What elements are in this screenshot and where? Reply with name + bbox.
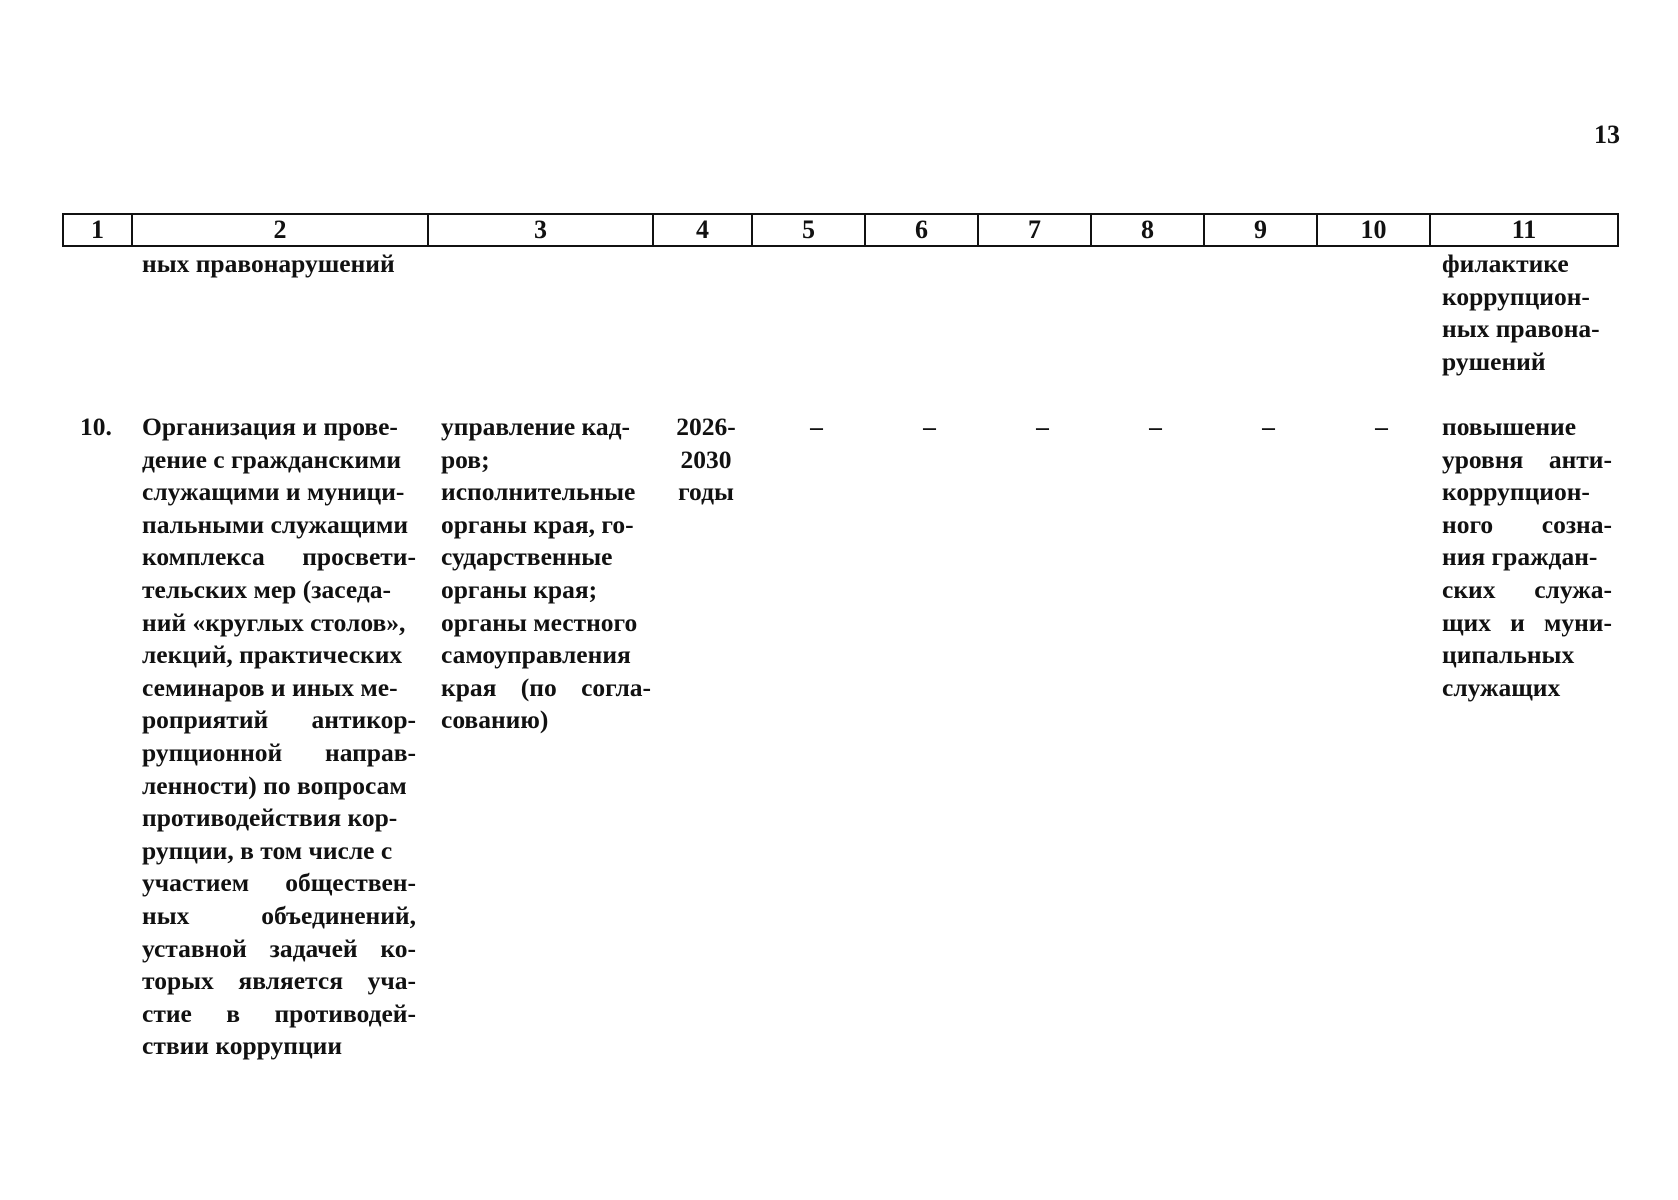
responsible-line: исполнительные bbox=[441, 477, 636, 507]
row-col6-dash: – bbox=[923, 412, 936, 441]
row-description bbox=[142, 411, 416, 1063]
column-header-9: 9 bbox=[1204, 214, 1317, 246]
result-line: щих и муни- bbox=[1442, 607, 1612, 637]
column-header-6: 6 bbox=[865, 214, 978, 246]
column-header-1: 1 bbox=[63, 214, 132, 246]
description-line: семинаров и иных ме- bbox=[142, 672, 398, 702]
row-col9-dash: – bbox=[1262, 412, 1275, 441]
continuation-result-line: ных правона- bbox=[1442, 314, 1600, 344]
column-header-8: 8 bbox=[1091, 214, 1204, 246]
description-line: рупционной направ- bbox=[142, 737, 416, 767]
period-line: 2026- bbox=[676, 412, 736, 441]
description-line: служащими и муници- bbox=[142, 477, 405, 507]
description-line: роприятий антикор- bbox=[142, 705, 416, 735]
description-line: Организация и прове- bbox=[142, 412, 398, 441]
column-header-7: 7 bbox=[978, 214, 1091, 246]
continuation-description bbox=[142, 248, 432, 281]
result-line: повышение bbox=[1442, 412, 1577, 441]
description-line: ний «круглых столов», bbox=[142, 607, 406, 637]
row-col8-dash: – bbox=[1149, 412, 1162, 441]
column-header-2: 2 bbox=[132, 214, 428, 246]
responsible-line: ров; bbox=[441, 444, 490, 474]
description-line: пальными служащими bbox=[142, 509, 409, 539]
continuation-result-line: коррупцион- bbox=[1442, 281, 1590, 311]
result-line: служащих bbox=[1442, 672, 1561, 702]
result-line: ских служа- bbox=[1442, 574, 1612, 604]
description-line: ствии коррупции bbox=[142, 1031, 343, 1061]
result-line: ного созна- bbox=[1442, 509, 1612, 539]
page-number: 13 bbox=[1594, 120, 1620, 149]
result-line: ния граждан- bbox=[1442, 542, 1598, 572]
responsible-line: сударственные bbox=[441, 542, 613, 572]
description-line: противодействия кор- bbox=[142, 803, 398, 833]
result-line: коррупцион- bbox=[1442, 477, 1590, 507]
row-period bbox=[662, 411, 750, 509]
period-line: годы bbox=[678, 477, 734, 507]
row-col5-dash: – bbox=[810, 412, 823, 441]
row-col7-dash: – bbox=[1036, 412, 1049, 441]
continuation-result bbox=[1442, 248, 1612, 378]
row-number: 10. bbox=[80, 412, 112, 441]
column-number-header bbox=[62, 213, 1619, 247]
description-line: комплекса просвети- bbox=[142, 542, 416, 572]
column-header-3: 3 bbox=[428, 214, 653, 246]
description-line: ленности) по вопросам bbox=[142, 770, 407, 800]
result-line: уровня анти- bbox=[1442, 444, 1612, 474]
continuation-description-line: ных правонарушений bbox=[142, 249, 395, 278]
responsible-line: управление кад- bbox=[441, 412, 630, 441]
description-line: дение с гражданскими bbox=[142, 444, 402, 474]
description-line: участием обществен- bbox=[142, 868, 416, 898]
description-line: тельских мер (заседа- bbox=[142, 574, 391, 604]
result-line: ципальных bbox=[1442, 640, 1575, 670]
row-responsible bbox=[441, 411, 651, 737]
column-header-4: 4 bbox=[653, 214, 752, 246]
description-line: уставной задачей ко- bbox=[142, 933, 416, 963]
description-line: стие в противодей- bbox=[142, 998, 416, 1028]
continuation-result-line: филактике bbox=[1442, 249, 1569, 278]
row-result bbox=[1442, 411, 1612, 704]
period-line: 2030 bbox=[680, 444, 732, 474]
column-header-10: 10 bbox=[1317, 214, 1430, 246]
description-line: торых является уча- bbox=[142, 966, 416, 996]
description-line: лекций, практических bbox=[142, 640, 403, 670]
continuation-result-line: рушений bbox=[1442, 346, 1546, 376]
responsible-line: самоуправления bbox=[441, 640, 631, 670]
row-col10-dash: – bbox=[1375, 412, 1388, 441]
responsible-line: органы края; bbox=[441, 574, 598, 604]
responsible-line: органы местного bbox=[441, 607, 638, 637]
responsible-line: края (по согла- bbox=[441, 672, 651, 702]
responsible-line: сованию) bbox=[441, 705, 549, 735]
description-line: рупции, в том числе с bbox=[142, 835, 393, 865]
column-header-11: 11 bbox=[1430, 214, 1618, 246]
column-header-5: 5 bbox=[752, 214, 865, 246]
responsible-line: органы края, го- bbox=[441, 509, 634, 539]
description-line: ных объединений, bbox=[142, 900, 416, 930]
